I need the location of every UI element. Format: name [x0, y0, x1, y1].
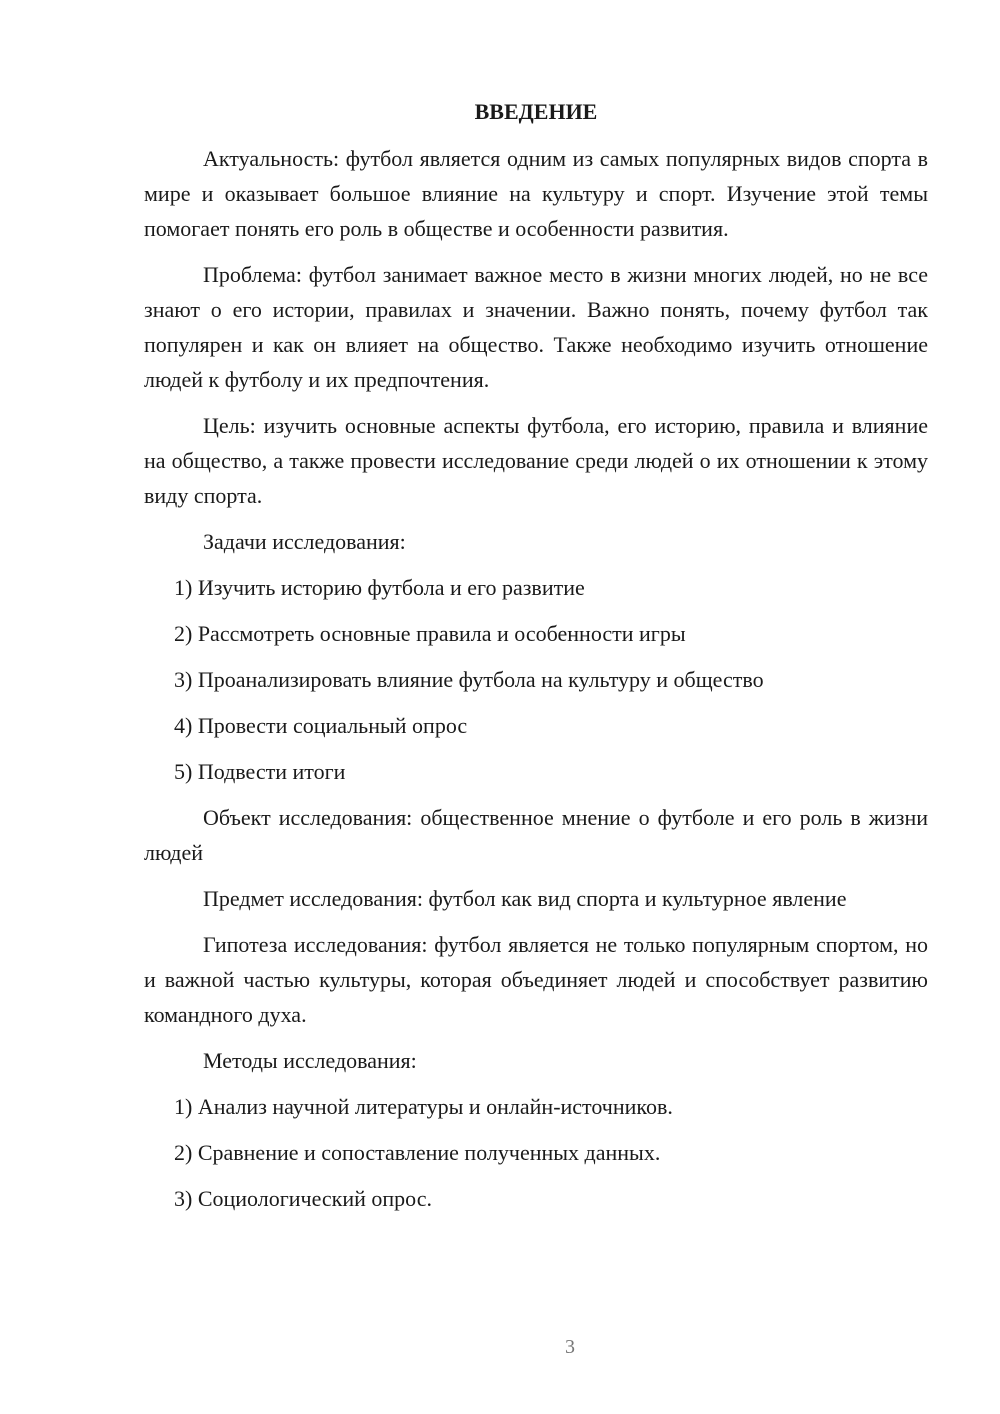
section-title: ВВЕДЕНИЕ — [474, 99, 598, 124]
task-item: 3) Проанализировать влияние футбола на культуру и общество — [174, 667, 764, 692]
hypothesis-paragraph: Гипотеза исследования: футбол является не только популярным спортом, но и важной частью культуры, которая объединяет людей и способствует развитию командного духа. — [144, 932, 928, 1027]
actuality-paragraph: Актуальность: футбол является одним из самых популярных видов спорта в мире и оказывает большое влияние на культуру и спорт. Изучение этой темы помогает понять его роль в обществе и особенности развития. — [144, 146, 928, 241]
tasks-heading: Задачи исследования: — [203, 529, 406, 554]
methods-list — [144, 1089, 928, 1216]
methods-heading: Методы исследования: — [203, 1048, 417, 1073]
document-body — [144, 94, 928, 1227]
method-item: 2) Сравнение и сопоставление полученных данных. — [174, 1140, 661, 1165]
problem-paragraph: Проблема: футбол занимает важное место в жизни многих людей, но не все знают о его истории, правилах и значении. Важно понять, почему футбол так популярен и как он влияет на общество. Также необходимо изучить отношение людей к футболу и их предпочтения. — [144, 262, 928, 392]
task-item: 1) Изучить историю футбола и его развитие — [174, 575, 585, 600]
subject-paragraph: Предмет исследования: футбол как вид спорта и культурное явление — [203, 886, 847, 911]
task-item: 2) Рассмотреть основные правила и особенности игры — [174, 621, 686, 646]
method-item: 3) Социологический опрос. — [174, 1186, 432, 1211]
page-number: 3 — [565, 1336, 575, 1358]
method-item: 1) Анализ научной литературы и онлайн-источников. — [174, 1094, 673, 1119]
task-item: 4) Провести социальный опрос — [174, 713, 468, 738]
goal-paragraph: Цель: изучить основные аспекты футбола, его историю, правила и влияние на общество, а также провести исследование среди людей о их отношении к этому виду спорта. — [144, 413, 928, 508]
task-item: 5) Подвести итоги — [174, 759, 346, 784]
object-paragraph: Объект исследования: общественное мнение о футболе и его роль в жизни людей — [144, 805, 928, 865]
tasks-list — [144, 570, 928, 789]
